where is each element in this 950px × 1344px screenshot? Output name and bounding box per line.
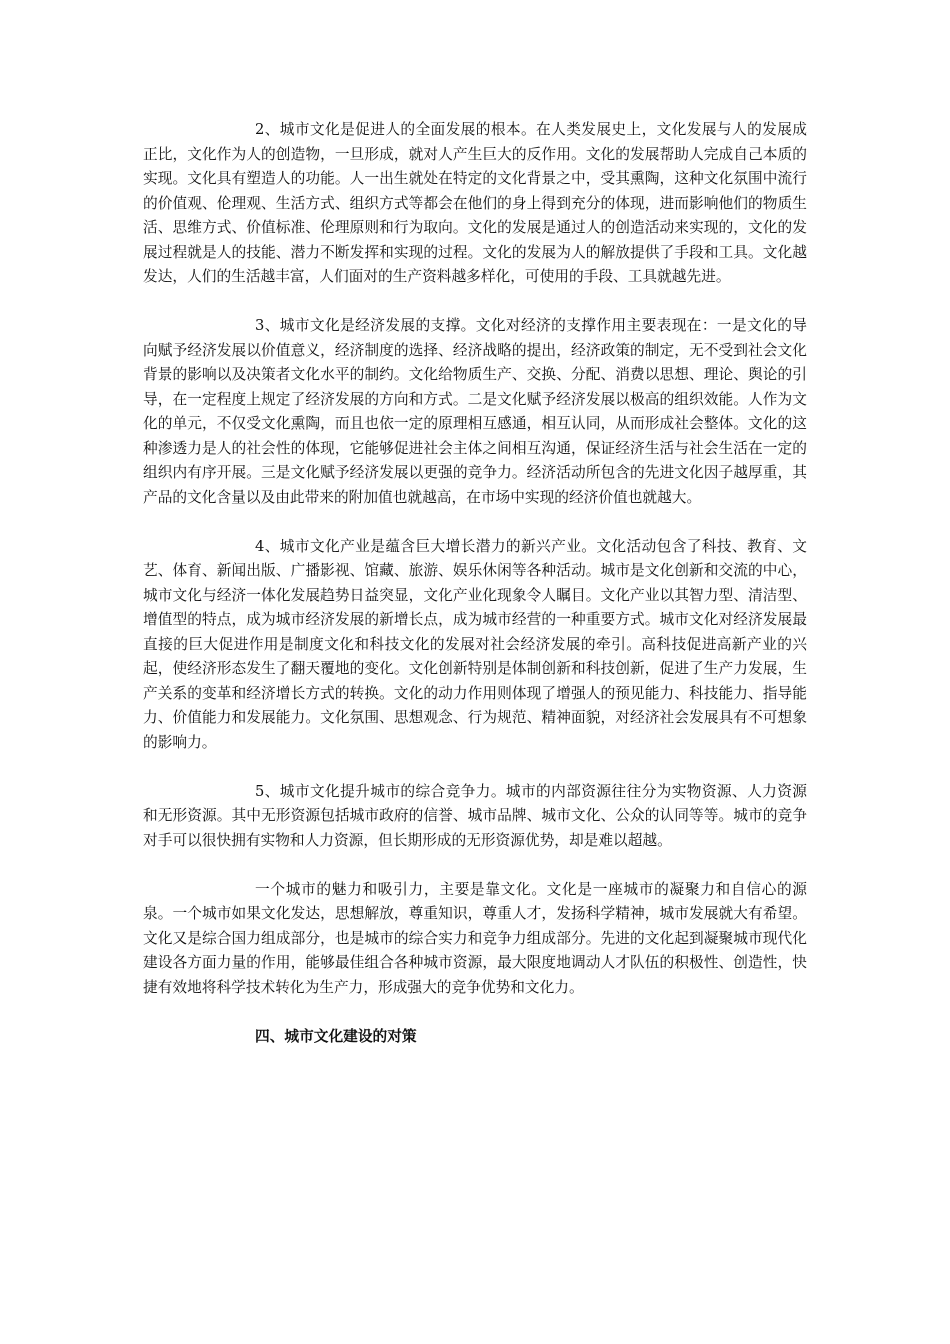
section-heading: 四、城市文化建设的对策	[255, 1027, 417, 1045]
paragraph-culture-industry: 4、城市文化产业是蕴含巨大增长潜力的新兴产业。文化活动包含了科技、教育、文艺、体育、新闻出版、广播影视、馆藏、旅游、娱乐休闲等各种活动。城市是文化创新和交流的中心，城市文化与经济一体化发展趋势日益突显，文化产业化现象令人瞩目。文化产业以其智力型、清洁型、增值型的特点，成为城市经济发展的新增长点，成为城市经营的一种重要方式。城市文化对经济发展最直接的巨大促进作用是制度文化和科技文化的发展对社会经济发展的牵引。高科技促进高新产业的兴起，使经济形态发生了翻天覆地的变化。文化创新特别是体制创新和科技创新，促进了生产力发展，生产关系的变革和经济增长方式的转换。文化的动力作用则体现了增强人的预见能力、科技能力、指导能力、价值能力和发展能力。文化氛围、思想观念、行为规范、精神面貌，对经济社会发展具有不可想象的影响力。	[143, 537, 807, 751]
paragraph-culture-economic-support: 3、城市文化是经济发展的支撑。文化对经济的支撑作用主要表现在：一是文化的导向赋予经济发展以价值意义，经济制度的选择、经济战略的提出，经济政策的制定，无不受到社会文化背景的影响以及决策者文化水平的制约。文化给物质生产、交换、分配、消费以思想、理论、舆论的引导，在一定程度上规定了经济发展的方向和方式。二是文化赋予经济发展以极高的组织效能。人作为文化的单元，不仅受文化熏陶，而且也依一定的原理相互感通，相互认同，从而形成社会整体。文化的这种渗透力是人的社会性的体现，它能够促进社会主体之间相互沟通，保证经济生活与社会生活在一定的组织内有序开展。三是文化赋予经济发展以更强的竞争力。经济活动所包含的先进文化因子越厚重，其产品的文化含量以及由此带来的附加值也就越高，在市场中实现的经济价值也就越大。	[143, 317, 807, 506]
document-page	[143, 118, 807, 1049]
paragraph-city-charm: 一个城市的魅力和吸引力，主要是靠文化。文化是一座城市的凝聚力和自信心的源泉。一个城市如果文化发达，思想解放，尊重知识，尊重人才，发扬科学精神，城市发展就大有希望。文化又是综合国力组成部分，也是城市的综合实力和竞争力组成部分。先进的文化起到凝聚城市现代化建设各方面力量的作用，能够最佳组合各种城市资源，最大限度地调动人才队伍的积极性、创造性，快捷有效地将科学技术转化为生产力，形成强大的竞争优势和文化力。	[143, 880, 807, 996]
paragraph-culture-human-development: 2、城市文化是促进人的全面发展的根本。在人类发展史上，文化发展与人的发展成正比，文化作为人的创造物，一旦形成，就对人产生巨大的反作用。文化的发展帮助人完成自己本质的实现。文化具有塑造人的功能。人一出生就处在特定的文化背景之中，受其熏陶，这种文化氛围中流行的价值观、伦理观、生活方式、组织方式等都会在他们的身上得到充分的体现，进而影响他们的物质生活、思维方式、价值标准、伦理原则和行为取向。文化的发展是通过人的创造活动来实现的，文化的发展过程就是人的技能、潜力不断发挥和实现的过程。文化的发展为人的解放提供了手段和工具。文化越发达，人们的生活越丰富，人们面对的生产资料越多样化，可使用的手段、工具就越先进。	[143, 121, 807, 285]
paragraph-culture-competitiveness: 5、城市文化提升城市的综合竞争力。城市的内部资源往往分为实物资源、人力资源和无形资源。其中无形资源包括城市政府的信誉、城市品牌、城市文化、公众的认同等等。城市的竞争对手可以很快拥有实物和人力资源，但长期形成的无形资源优势，却是难以超越。	[143, 782, 807, 849]
